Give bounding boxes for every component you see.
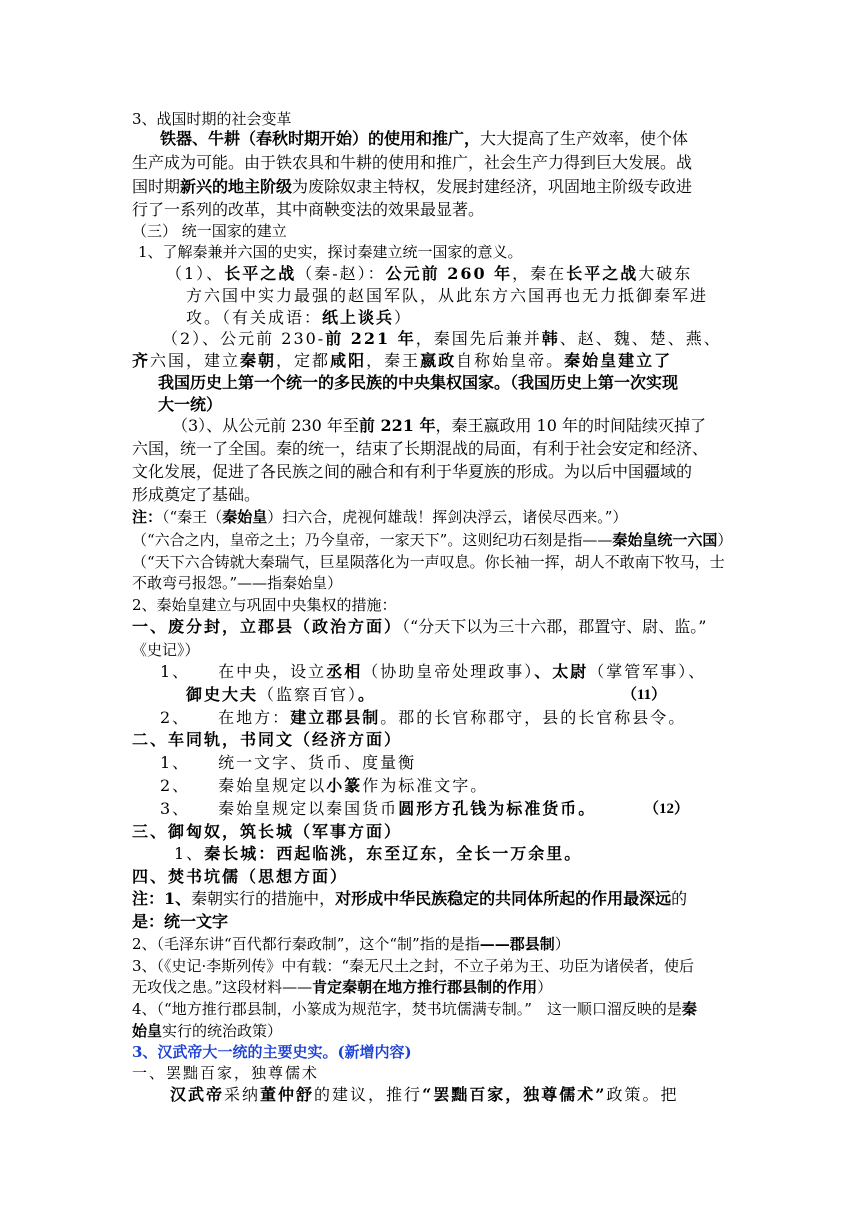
paragraph-line: 1、 统一文字、货币、度量衡	[160, 753, 417, 772]
section-heading: （三） 统一国家的建立	[132, 222, 287, 240]
note-line: 无攻伐之患。”这段材料——肯定秦朝在地方推行郡县制的作用）	[132, 978, 553, 996]
paragraph-line: 方六国中实力最强的赵国军队，从此东方六国再也无力抵御秦军进	[186, 286, 709, 305]
note-line: 注：（“秦王（秦始皇）扫六合，虎视何雄哉！挥剑决浮云，诸侯尽西来。”）	[132, 508, 628, 526]
page-marker: （11）	[622, 687, 667, 703]
note-line: 始皇实行的统治政策）	[132, 1022, 283, 1040]
paragraph-line: 3、 秦始皇规定以秦国货币圆形方孔钱为标准货币。	[160, 799, 597, 818]
measure-heading: 二、车同轨，书同文（经济方面）	[132, 730, 403, 749]
paragraph-line: 六国，统一了全国。秦的统一，结束了长期混战的局面，有利于社会安定和经济、	[132, 439, 709, 458]
paragraph-line: 生产成为可能。由于铁农具和牛耕的使用和推广，社会生产力得到巨大发展。战	[132, 153, 693, 172]
note-line: 注：1、秦朝实行的措施中，对形成中华民族稳定的共同体所起的作用最深远的	[132, 889, 688, 908]
note-line: 4、（“地方推行郡县制，小篆成为规范字，焚书坑儒满专制。” 这一顺口溜反映的是秦	[132, 1000, 697, 1018]
measure-heading: 四、焚书坑儒（思想方面）	[132, 867, 349, 886]
note-line: 不敢弯弓报怨。”——指秦始皇）	[132, 574, 343, 592]
section-heading: 3、战国时期的社会变革	[132, 110, 292, 128]
paragraph-line: 1、 在中央，设立丞相（协助皇帝处理政事）、太尉（掌管军事）、	[160, 662, 707, 681]
paragraph-line: 形成奠定了基础。	[132, 485, 261, 504]
note-line: 2、（毛泽东讲“百代都行秦政制”，这个“制”指的是指——郡县制）	[132, 935, 570, 953]
paragraph-line: 《史记》）	[132, 641, 200, 659]
paragraph-line: （2）、公元前 230-前 221 年，秦国先后兼并韩、赵、魏、楚、燕、	[162, 329, 722, 348]
measure-heading: 一、罢黜百家，独尊儒术	[132, 1064, 320, 1082]
paragraph-line: （1）、长平之战（秦-赵）：公元前 260 年，秦在长平之战大破东	[166, 264, 693, 283]
section-heading: 2、秦始皇建立与巩固中央集权的措施：	[132, 596, 397, 614]
highlighted-heading: 3、汉武帝大一统的主要史实。(新增内容)	[132, 1043, 412, 1061]
paragraph-line: 文化发展，促进了各民族之间的融合和有利于华夏族的形成。为以后中国疆域的	[132, 462, 693, 481]
note-line: （“天下六合铸就大秦瑞气，巨星陨落化为一声叹息。你长袖一挥，胡人不敢南下牧马，士	[132, 553, 725, 571]
paragraph-line: 铁器、牛耕（春秋时期开始）的使用和推广，大大提高了生产效率，使个体	[160, 129, 689, 148]
paragraph-line: 国时期新兴的地主阶级为废除奴隶主特权，发展封建经济，巩固地主阶级专政进	[132, 177, 693, 196]
paragraph-line: 御史大夫（监察百官）。	[186, 685, 377, 704]
paragraph-line: 2、 在地方：建立郡县制。郡的长官称郡守，县的长官称县令。	[160, 708, 687, 727]
measure-heading: 一、废分封，立郡县（政治方面）（“分天下以为三十六郡，郡置守、尉、监。”	[132, 617, 707, 636]
page-marker: （12）	[644, 801, 690, 817]
paragraph-line: 齐六国，建立秦朝，定都咸阳，秦王嬴政自称始皇帝。秦始皇建立了	[132, 351, 673, 370]
paragraph-line: （3）、从公元前 230 年至前 221 年，秦王嬴政用 10 年的时间陆续灭掉了	[172, 416, 706, 435]
section-heading: 1、了解秦兼并六国的史实，探讨秦建立统一国家的意义。	[138, 243, 523, 261]
note-line: 是：统一文字	[132, 912, 229, 931]
paragraph-line: 汉武帝采纳董仲舒的建议，推行“罢黜百家，独尊儒术”政策。把	[170, 1085, 679, 1104]
paragraph-line: 2、 秦始皇规定以小篆作为标准文字。	[160, 776, 489, 795]
note-line: （“六合之内，皇帝之土；乃今皇帝，一家天下”。这则纪功石刻是指——秦始皇统一六国）	[132, 531, 733, 549]
paragraph-line: 1、秦长城：西起临洮，东至辽东，全长一万余里。	[174, 844, 583, 863]
note-line: 3、（《史记·李斯列传》中有载：“秦无尺土之封，不立子弟为王、功臣为诸侯者，使后	[132, 957, 694, 975]
paragraph-line: 攻。（有关成语：纸上谈兵）	[186, 308, 413, 327]
paragraph-line: 行了一系列的改革，其中商鞅变法的效果最显著。	[132, 200, 485, 219]
measure-heading: 三、御匈奴，筑长城（军事方面）	[132, 822, 403, 841]
paragraph-line: 我国历史上第一个统一的多民族的中央集权国家。（我国历史上第一次实现	[158, 373, 679, 392]
paragraph-line: 大一统）	[158, 395, 223, 414]
